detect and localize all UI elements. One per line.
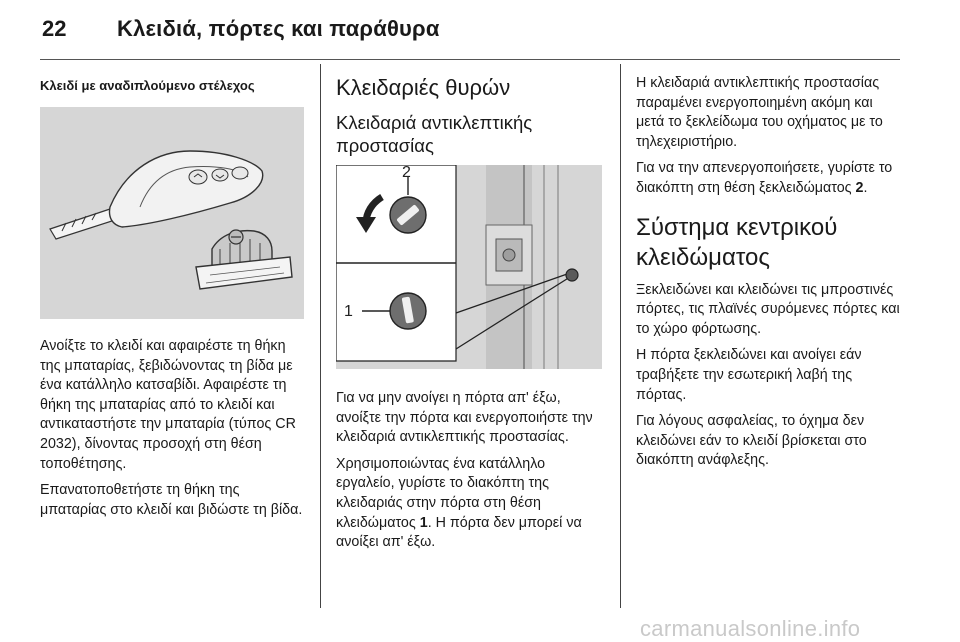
page-header — [0, 0, 960, 60]
figure-caption: Κλειδί με αναδιπλούμενο στέλεχος — [40, 78, 255, 93]
column-divider-2 — [620, 64, 621, 608]
paragraph: Η πόρτα ξεκλειδώνει και ανοίγει εάν τραβήξετε την εσωτερική λαβή της πόρτας. — [636, 347, 862, 403]
paragraph: Η κλειδαριά αντικλεπτικής προστασίας παραμένει ενεργοποιημένη ακόμη και μετά το ξεκλείδωμα του οχήματος με το τηλεχειριστήριο. — [636, 75, 883, 150]
paragraph: Επανατοποθετήστε τη θήκη της μπαταρίας στο κλειδί και βιδώστε τη βίδα. — [40, 482, 303, 518]
bold-ref: 1 — [419, 514, 428, 531]
paragraph — [636, 159, 904, 198]
bold-ref: 2 — [855, 179, 864, 196]
figure-label-2: 2 — [402, 165, 411, 181]
figure-label-1: 1 — [344, 303, 353, 320]
text-run: Για να την απενεργοποιήσετε, γυρίστε το διακόπτη στη θέση ξεκλειδώματος — [636, 160, 893, 196]
watermark: carmanualsonline.info — [640, 616, 861, 641]
page-number: 22 — [42, 16, 67, 41]
paragraph: Ξεκλειδώνει και κλειδώνει τις μπροστινές πόρτες, τις πλαϊνές συρόμενες πόρτες και το χώρο φόρτωσης. — [636, 281, 900, 337]
text-run: . Η πόρτα δεν μπορεί να ανοίξει απ' έξω. — [336, 514, 582, 551]
paragraph: Για λόγους ασφαλείας, το όχημα δεν κλειδώνει εάν το κλειδί βρίσκεται στο διακόπτη ανάφλεξης. — [636, 413, 867, 469]
paragraph — [336, 455, 604, 553]
paragraph: Για να μην ανοίγει η πόρτα απ' έξω, ανοίξτε την πόρτα και ενεργοποιήστε την κλειδαριά αντικλεπτικής προστασίας. — [336, 390, 593, 446]
text-run: Χρησιμοποιώντας ένα κατάλληλο εργαλείο, γυρίστε το διακόπτη της κλειδαριάς στην πόρτα στη θέση κλειδώματος — [336, 455, 550, 531]
column-divider-1 — [320, 64, 321, 608]
child-lock-illustration — [336, 165, 602, 369]
column-1 — [40, 70, 304, 527]
page-title: Κλειδιά, πόρτες και παράθυρα — [117, 16, 440, 41]
header-divider — [40, 59, 900, 60]
key-illustration — [40, 107, 304, 319]
column-2 — [336, 70, 604, 560]
text-run: . — [863, 179, 868, 196]
section-heading: Κλειδαριές θυρών — [336, 75, 511, 100]
sub-heading: Κλειδαριά αντικλεπτικής προστασίας — [336, 112, 533, 156]
section-heading: Σύστημα κεντρικού κλειδώματος — [636, 213, 838, 271]
paragraph: Ανοίξτε το κλειδί και αφαιρέστε τη θήκη της μπαταρίας, ξεβιδώνοντας τη βίδα με ένα κατάλληλο κατσαβίδι. Αφαιρέστε τη θήκη της μπαταρίας από το κλειδί και αντικαταστήστε την μπαταρία (τύπος CR 2032), δίνοντας προσοχή στη θέση τοποθέτησης. — [40, 338, 296, 472]
column-3 — [636, 70, 904, 478]
